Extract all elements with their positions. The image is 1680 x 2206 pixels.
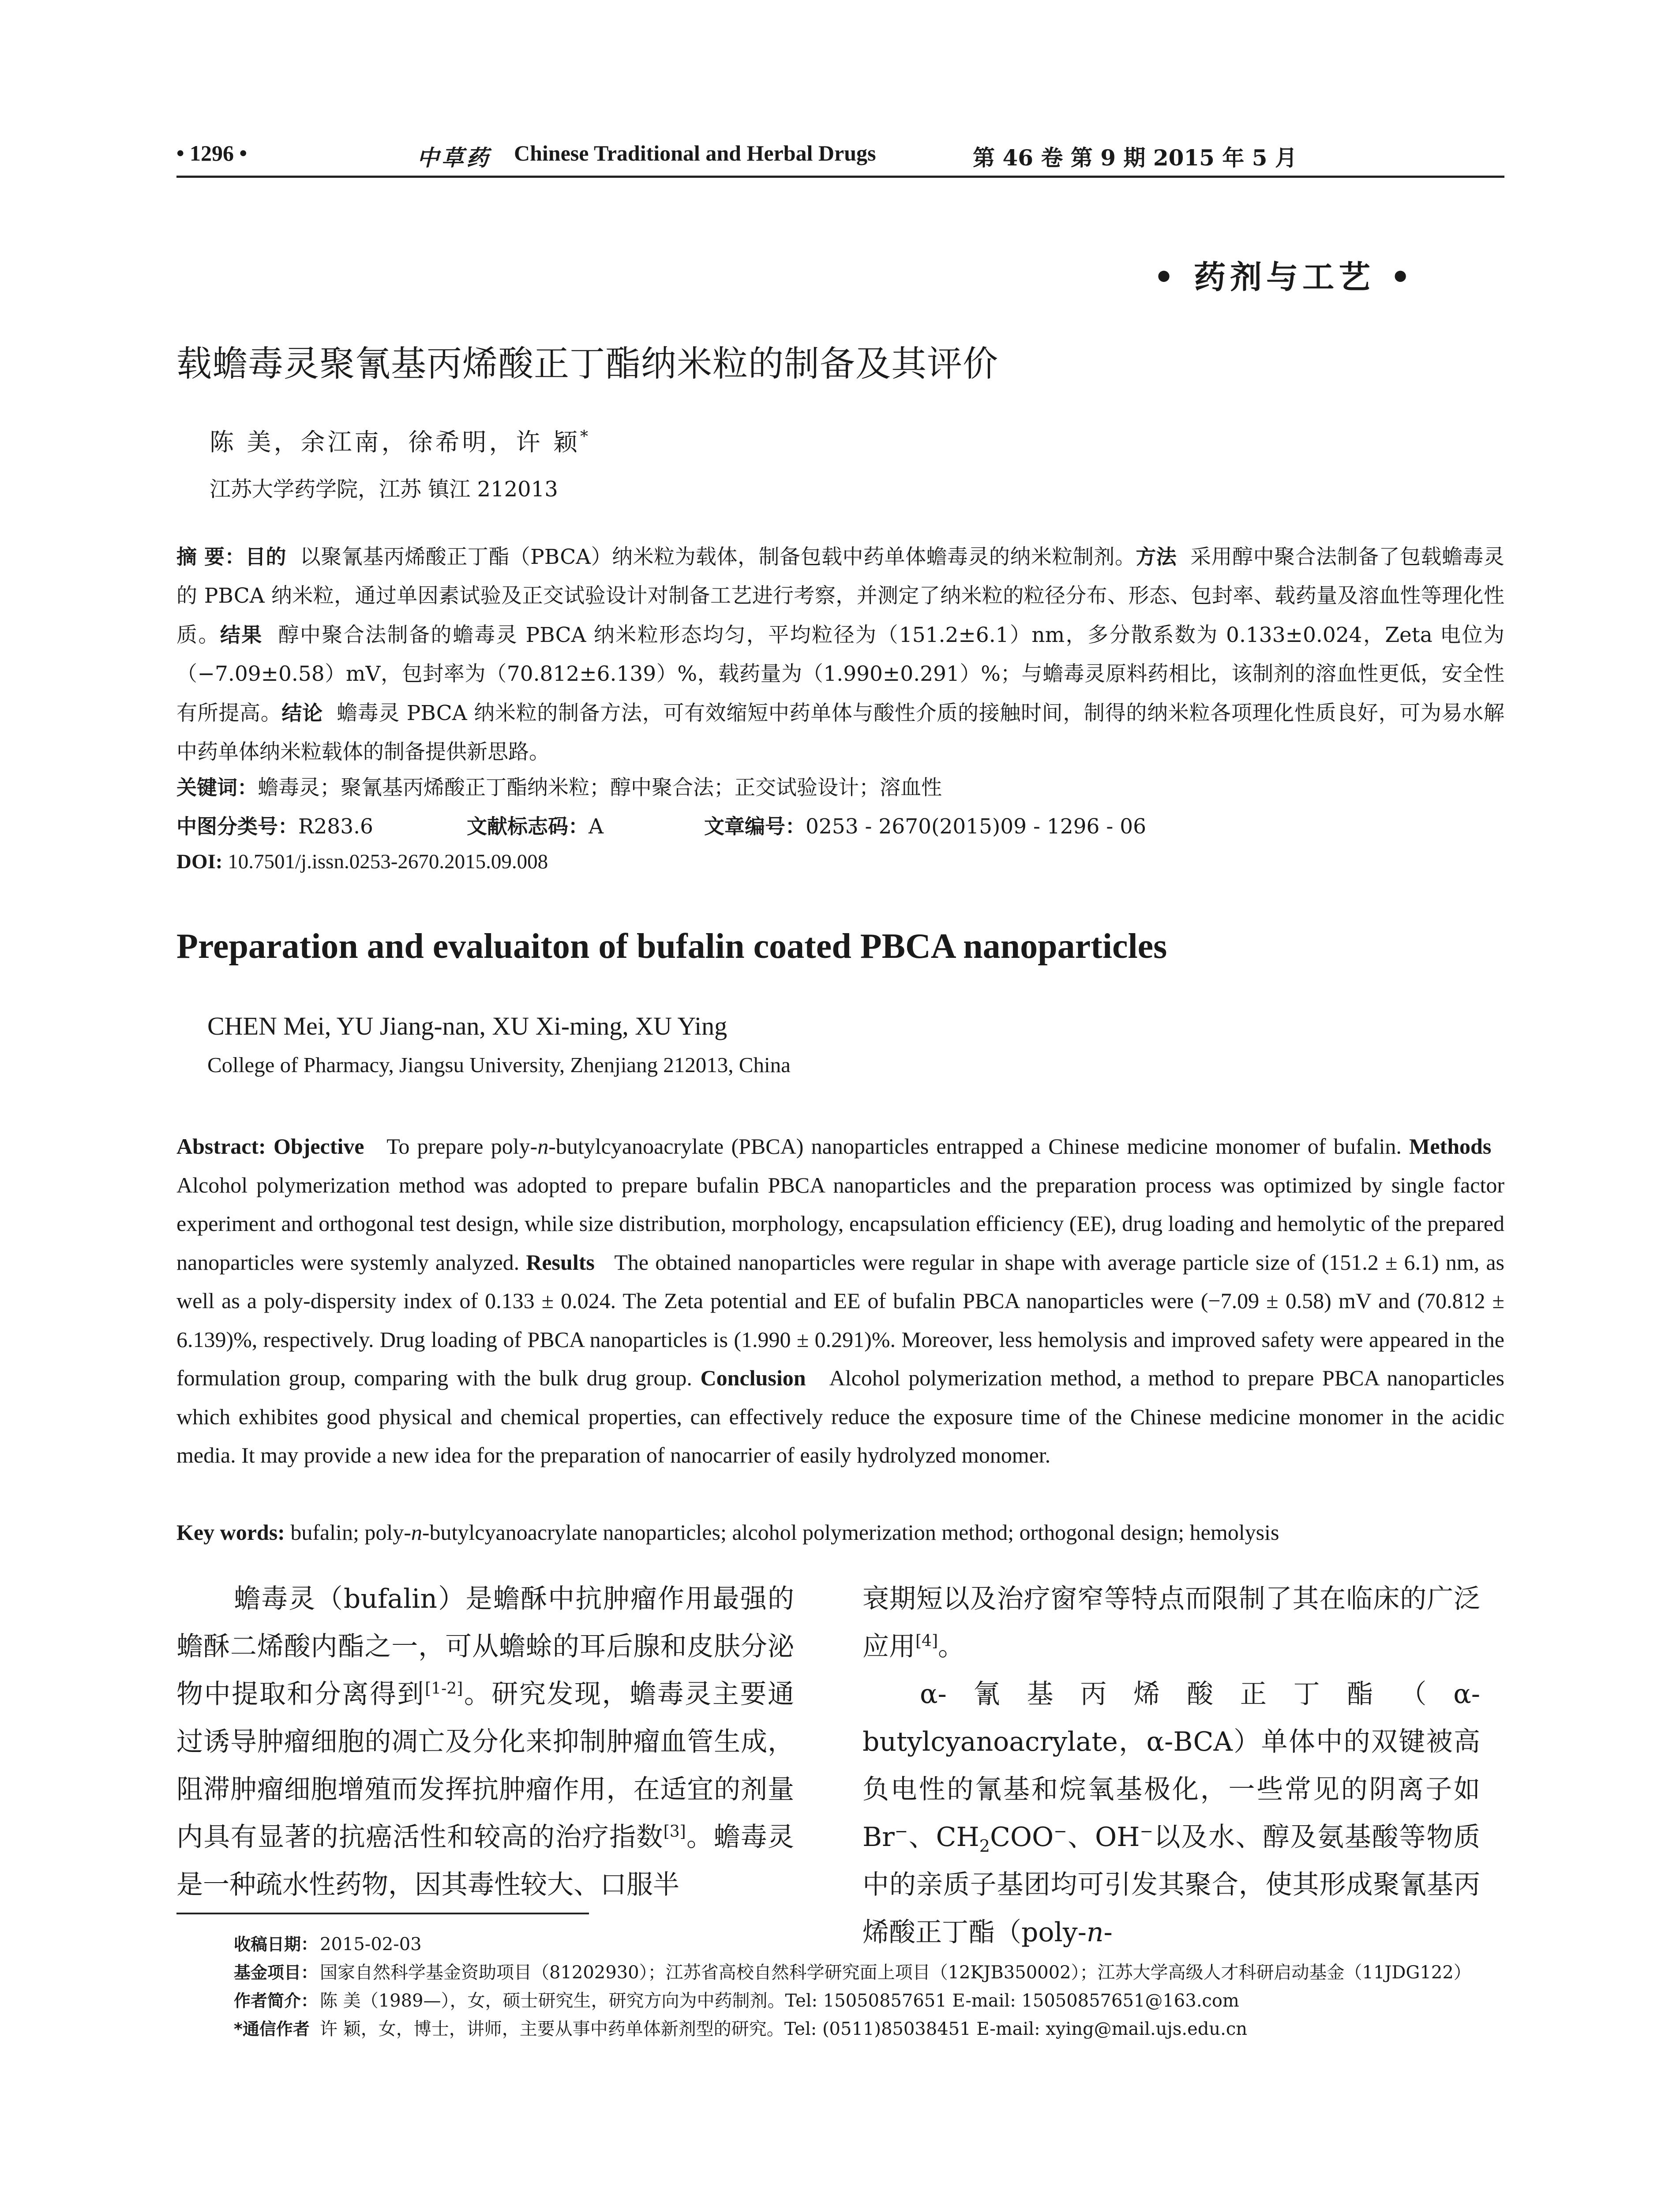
authors-cn-text: 陈 美，余江南，徐希明，许 颖	[210, 428, 580, 456]
citation-ref[interactable]: [4]	[915, 1632, 938, 1650]
body-text: 、CH	[908, 1822, 979, 1853]
corresponding-text: 许 颖，女，博士，讲师，主要从事中药单体新剂型的研究。Tel: (0511)85038451 E-mail: xying@mail.ujs.edu.cn	[320, 2019, 1247, 2039]
footnote-received	[234, 1930, 1513, 1958]
body-text: 。	[938, 1631, 964, 1662]
article-title-cn: 载蟾毒灵聚氰基丙烯酸正丁酯纳米粒的制备及其评价	[176, 343, 998, 384]
document-code-value: A	[589, 814, 604, 839]
fund-text: 国家自然科学基金资助项目（81202930）；江苏省高校自然科学研究面上项目（12KJB350002）；江苏大学高级人才科研启动基金（11JDG122）	[320, 1962, 1471, 1983]
document-code-label: 文献标志码：	[467, 814, 589, 838]
clc-number	[176, 810, 467, 840]
objective-text-en-italic: n	[537, 1134, 549, 1159]
conclusion-text-en: Alcohol polymerization method, a method to prepare PBCA nanoparticles which exhibites good physical and chemical properties, can effectively reduce the exposure time of the Chinese medicine monomer in the acidic media. It may provide a new idea for the preparation of nanocarrier of easily hydrolyzed monomer.	[176, 1366, 1505, 1467]
fund-label: 基金项目：	[234, 1963, 318, 1982]
header-divider	[176, 176, 1504, 178]
abstract-cn	[176, 537, 1504, 772]
journal-name-cn: 中草药	[417, 145, 491, 171]
abstract-en	[176, 1127, 1504, 1475]
doi-line	[176, 850, 548, 874]
keywords-cn-label: 关键词：	[176, 776, 258, 799]
body-paragraph	[862, 1575, 1480, 1670]
keywords-cn-text: 蟾毒灵；聚氰基丙烯酸正丁酯纳米粒；醇中聚合法；正交试验设计；溶血性	[258, 776, 942, 800]
conclusion-label-en: Conclusion	[700, 1366, 806, 1390]
running-header	[176, 140, 1500, 176]
corresponding-label: *通信作者	[234, 2019, 310, 2039]
citation-ref[interactable]: [3]	[663, 1823, 686, 1841]
results-text-en: The obtained nanoparticles were regular in shape with average particle size of (151.2 ± 6.1) nm, as well as a poly-dispersity index of 0.133 ± 0.024. The Zeta potential and EE of bufalin PBCA nanoparticles were (−7.09 ± 0.58) mV and (70.812 ± 6.139)%, respectively. Drug loading of PBCA nanoparticles is (1.990 ± 0.291)%. Moreover, less hemolysis and improved safety were appeared in the formulation group, comparing with the bulk drug group.	[176, 1249, 1505, 1390]
body-text: COO	[990, 1822, 1054, 1853]
corresponding-mark: *	[580, 428, 591, 446]
affiliation-cn: 江苏大学药学院，江苏 镇江 212013	[210, 477, 558, 502]
section-label: • 药剂与工艺 •	[1154, 258, 1415, 296]
received-date: 2015-02-03	[320, 1934, 422, 1955]
body-text: 以及水、醇及氨基酸等物质中的亲质子基团均可引发其聚合，使其形成聚氰基丙烯酸正丁酯（poly-	[862, 1822, 1481, 1948]
objective-label-en: Objective	[273, 1134, 364, 1159]
author-bio-label: 作者简介：	[234, 1991, 318, 2011]
footnote-corresponding	[234, 2015, 1513, 2043]
article-number-value: 0253 - 2670(2015)09 - 1296 - 06	[806, 814, 1147, 839]
doi-value[interactable]: 10.7501/j.issn.0253-2670.2015.09.008	[228, 850, 548, 873]
methods-label-en: Methods	[1409, 1134, 1492, 1159]
methods-text-cn: 采用醇中聚合法制备了包载蟾毒灵的 PBCA 纳米粒，通过单因素试验及正交试验设计对制备工艺进行考察，并测定了纳米粒的粒径分布、形态、包封率、载药量及溶血性等理化性质。	[176, 545, 1504, 647]
keywords-en-italic: n	[411, 1520, 422, 1545]
body-paragraph	[862, 1670, 1480, 1956]
conclusion-text-cn: 蟾毒灵 PBCA 纳米粒的制备方法，可有效缩短中药单体与酸性介质的接触时间，制得的纳米粒各项理化性质良好，可为易水解中药单体纳米粒载体的制备提供新思路。	[176, 701, 1505, 764]
body-column-left	[176, 1575, 794, 1909]
doi-label: DOI:	[176, 850, 223, 873]
keywords-en-text-b: -butylcyanoacrylate nanoparticles; alcohol polymerization method; orthogonal design; hemolysis	[422, 1520, 1279, 1545]
footnote-author	[234, 1987, 1513, 2015]
classification-line	[176, 810, 1146, 840]
results-label-en: Results	[526, 1249, 595, 1275]
body-text: 。蟾毒灵是一种疏水性药物，因其毒性较大、口服半	[176, 1822, 795, 1900]
superscript: −	[1140, 1823, 1153, 1841]
journal-name-en: Chinese Traditional and Herbal Drugs	[514, 141, 876, 165]
objective-text-en-b: -butylcyanoacrylate (PBCA) nanoparticles entrapped a Chinese medicine monomer of bufalin.	[548, 1134, 1402, 1159]
results-text-cn: 醇中聚合法制备的蟾毒灵 PBCA 纳米粒形态均匀，平均粒径为（151.2±6.1）nm，多分散系数为 0.133±0.024，Zeta 电位为（−7.09±0.58）mV，包封率为（70.812±6.139）%，载药量为（1.990±0.291）%；与蟾毒灵原料药相比，该制剂的溶血性更低，安全性有所提高。	[176, 623, 1504, 725]
body-text: 蟾毒灵（bufalin）是蟾酥中抗肿瘤作用最强的蟾酥二烯酸内酯之一，可从蟾蜍的耳后腺和皮肤分泌物中提取和分离得到	[176, 1583, 794, 1710]
footnote-fund	[234, 1958, 1513, 1987]
author-bio-text: 陈 美（1989—），女，硕士研究生，研究方向为中药制剂。Tel: 15050857651 E-mail: 15050857651@163.com	[320, 1991, 1239, 2011]
conclusion-label-cn: 结论	[281, 701, 323, 725]
body-paragraph	[176, 1575, 794, 1909]
citation-ref[interactable]: [1-2]	[425, 1680, 463, 1698]
objective-label-cn: 目的	[245, 545, 286, 569]
authors-en: CHEN Mei, YU Jiang-nan, XU Xi-ming, XU Ying	[207, 1012, 728, 1040]
abstract-en-label: Abstract:	[176, 1134, 266, 1159]
superscript: −	[1054, 1823, 1067, 1841]
body-text: 衰期短以及治疗窗窄等特点而限制了其在临床的广泛应用	[862, 1583, 1480, 1662]
footnote-divider	[176, 1913, 589, 1914]
subscript: 2	[979, 1836, 990, 1856]
authors-cn	[210, 423, 591, 458]
issue-info: 第 46 卷 第 9 期 2015 年 5 月	[973, 145, 1297, 171]
body-text: 、OH	[1067, 1822, 1140, 1853]
superscript: −	[894, 1823, 908, 1841]
keywords-cn	[176, 771, 942, 801]
objective-text-cn: 以聚氰基丙烯酸正丁酯（PBCA）纳米粒为载体，制备包载中药单体蟾毒灵的纳米粒制剂。	[300, 545, 1136, 569]
page-number: • 1296 •	[176, 141, 248, 165]
article-number	[704, 810, 1146, 840]
keywords-en	[176, 1513, 1504, 1552]
article-number-label: 文章编号：	[704, 814, 806, 838]
objective-text-en-a: To prepare poly-	[386, 1134, 538, 1159]
article-title-en: Preparation and evaluaiton of bufalin coated PBCA nanoparticles	[176, 927, 1167, 966]
affiliation-en: College of Pharmacy, Jiangsu University, Zhenjiang 212013, China	[207, 1053, 791, 1077]
document-code	[467, 810, 704, 840]
italic-text: n	[1086, 1917, 1104, 1948]
received-label: 收稿日期：	[234, 1935, 318, 1954]
keywords-en-label: Key words:	[176, 1520, 285, 1545]
body-text: -	[1103, 1917, 1113, 1948]
clc-value: R283.6	[298, 814, 373, 839]
clc-label: 中图分类号：	[176, 814, 298, 838]
keywords-en-text-a: bufalin; poly-	[290, 1520, 411, 1545]
methods-text-en: Alcohol polymerization method was adopted to prepare bufalin PBCA nanoparticles and the preparation process was optimized by single factor experiment and orthogonal test design, while size distribution, morphology, encapsulation efficiency (EE), drug loading and hemolytic of the prepared nanoparticles were systemly analyzed.	[176, 1172, 1504, 1275]
body-column-right	[862, 1575, 1480, 1956]
results-label-cn: 结果	[220, 623, 263, 647]
footnotes	[234, 1930, 1513, 2043]
methods-label-cn: 方法	[1136, 545, 1177, 569]
body-text: α-氰基丙烯酸正丁酯（α-butylcyanoacrylate，α-BCA）单体中的双键被高负电性的氰基和烷氧基极化，一些常见的阴离子如 Br	[862, 1679, 1480, 1853]
body-text: 。研究发现，蟾毒灵主要通过诱导肿瘤细胞的凋亡及分化来抑制肿瘤血管生成，阻滞肿瘤细胞增殖而发挥抗肿瘤作用，在适宜的剂量内具有显著的抗癌活性和较高的治疗指数	[176, 1679, 795, 1853]
abstract-cn-label: 摘 要：	[176, 545, 245, 569]
